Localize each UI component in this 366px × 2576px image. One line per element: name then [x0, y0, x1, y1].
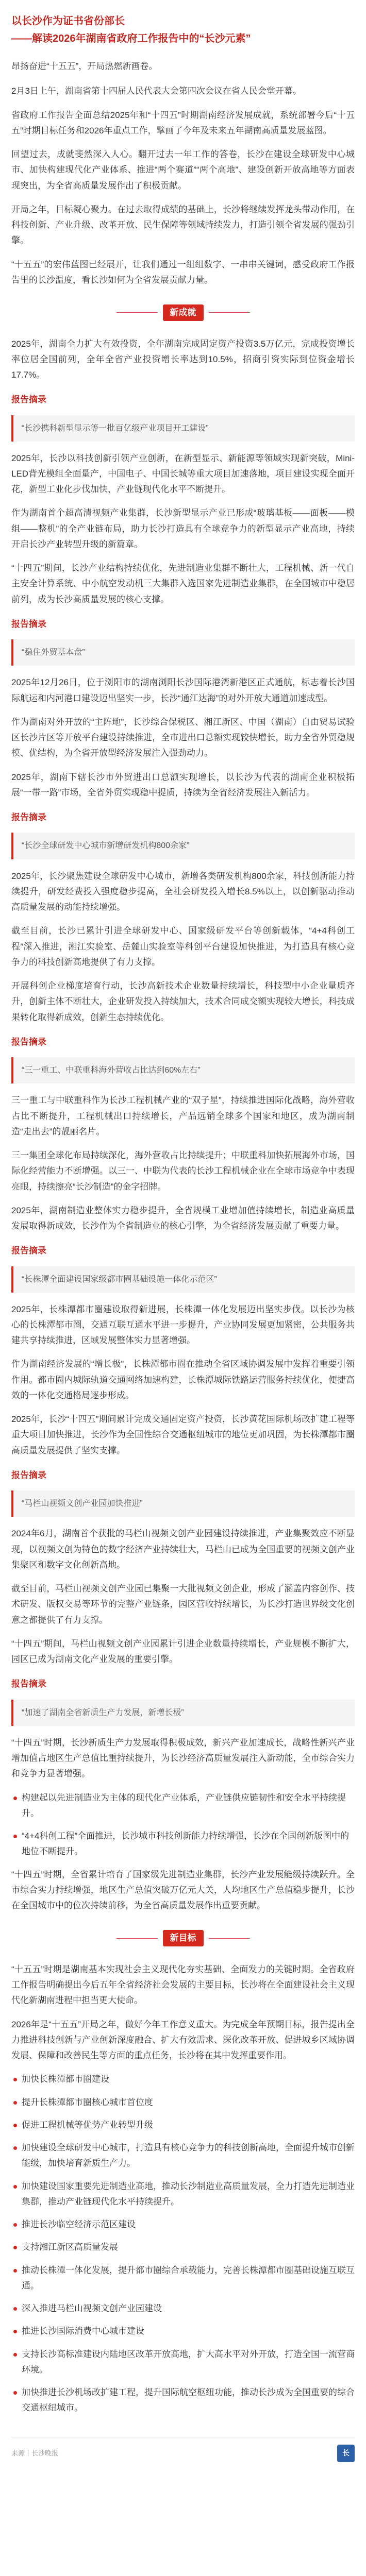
opening-paragraph: 开局之年，目标凝心聚力。在过去取得成绩的基础上，长沙将继续发挥龙头带动作用，在科技创新、产业升级、改革开放、民生保障等领域持续发力，打造引领全省发展的强劲引擎。: [11, 204, 355, 246]
block-paragraph: 2025年，长沙聚焦建设全球研发中心城市，新增各类研发机构800余家，科技创新能力持续提升，研发经费投入强度稳步提高，全社会研发投入增长8.5%以上，以创新驱动推动高质量发展的动能持续增强。: [11, 871, 355, 912]
list-item: 加快推进长沙机场改扩建工程，提升国际航空枢纽功能，推动长沙成为全国重要的综合交通枢纽城市。: [11, 2385, 355, 2416]
report-quote: “稳住外贸基本盘”: [11, 639, 355, 666]
divider: [209, 1938, 250, 1939]
report-block: [11, 1676, 355, 1913]
divider: [209, 312, 250, 313]
source-text: 来源丨长沙晚报: [11, 2449, 59, 2457]
block-paragraph: 开展科创企业梯度培育行动，长沙高新技术企业数量持续增长，科技型中小企业量质齐升，创新主体不断壮大，企业研发投入持续加大，技术合同成交额实现较大增长，科技成果转化取得新成效，创新生态持续优化。: [11, 981, 355, 1022]
block-paragraph: 截至目前，马栏山视频文创产业园已集聚一大批视频文创企业，形成了涵盖内容创作、技术研发、版权交易等环节的完整产业链条，园区营收持续增长，为长沙打造世界级文化创意之都提供了有力支撑。: [11, 1584, 355, 1625]
report-block: [11, 617, 355, 801]
list-item: 提升长株潭都市圈核心城市首位度: [11, 2095, 355, 2110]
report-quote: “长沙携科新型显示等一批百亿级产业项目开工建设”: [11, 415, 355, 442]
opening-paragraph: 省政府工作报告全面总结2025年和“十四五”时期湖南经济发展成就，系统部署今后“十五五”时期目标任务和2026年重点工作，擘画了今年及未来五年湖南高质量发展蓝图。: [11, 110, 355, 135]
report-excerpt-tag: 报告摘录: [11, 1679, 46, 1689]
block-paragraph: 作为湖南对外开放的“主阵地”，长沙综合保税区、湘江新区、中国（湖南）自由贸易试验区长沙片区等开放平台建设持续推进，全市进出口总额实现较快增长，助力全省外贸稳规模、优结构，为全省开放型经济发展注入强劲动力。: [11, 717, 355, 758]
divider: [117, 312, 158, 313]
block-paragraph: “十四五”时期，长沙新质生产力发展取得积极成效，新兴产业加速成长，战略性新兴产业增加值占地区生产总值比重持续提升，为长沙经济高质量发展注入新动能，全市综合实力和竞争力显著增强。: [11, 1737, 355, 1779]
section-label: 新成就: [163, 304, 204, 321]
article-footer: [11, 2437, 355, 2462]
block-paragraph: 截至目前，长沙已累计引进全球研发中心、国家级研发平台等创新载体，“4+4科创工程”深入推进，湘江实验室、岳麓山实验室等科创平台建设加快推进，为打造具有核心竞争力的科技创新高地提供了有力支撑。: [11, 926, 355, 967]
report-excerpt-tag: 报告摘录: [11, 1246, 46, 1256]
block-paragraph: “十四五”期间，马栏山视频文创产业园累计引进企业数量持续增长，产业规模不断扩大，园区已成为湖南文化产业发展的重要引擎。: [11, 1638, 355, 1665]
list-item: 加快长株潭都市圈建设: [11, 2072, 355, 2087]
report-block: [11, 1468, 355, 1667]
report-excerpt-tag: 报告摘录: [11, 395, 46, 405]
list-item: “4+4科创工程”全面推进，长沙城市科技创新能力持续增强，长沙在全国创新版图中的地位不断提升。: [11, 1828, 355, 1860]
list-item: 支持湘江新区高质量发展: [11, 2240, 355, 2255]
block-paragraph: 2025年，长株潭都市圈建设取得新进展，长株潭一体化发展迈出坚实步伐。以长沙为核心的长株潭都市圈，交通互联互通水平进一步提升，产业协同发展更加紧密，公共服务共建共享持续推进，区域发展整体实力显著增强。: [11, 1304, 355, 1346]
section-header-goals: [11, 1930, 355, 1946]
report-excerpt-tag: 报告摘录: [11, 1470, 46, 1480]
report-excerpt-tag: 报告摘录: [11, 619, 46, 629]
opening-paragraph: “十五五”的宏伟蓝图已经展开，让我们通过一组组数字、一串串关键词，感受政府工作报告里的长沙温度，看长沙如何为全省发展贡献力量。: [11, 259, 355, 285]
report-quote: “马栏山视频文创产业园加快推进”: [11, 1490, 355, 1517]
report-quote: “三一重工、中联重科海外营收占比达到60%左右”: [11, 1057, 355, 1083]
report-excerpt-tag: 报告摘录: [11, 812, 46, 823]
block-paragraph: 2025年12月26日，位于浏阳市的湖南浏阳长沙国际港湾新港区正式通航，标志着长沙国际航运和内河港口建设迈出坚实一步，长沙“通江达海”的对外开放大通道加速成型。: [11, 677, 355, 703]
section-paragraph: “十五五”时期是湖南基本实现社会主义现代化夯实基础、全面发力的关键时期。全省政府工作报告明确提出今后五年全省经济社会发展的主要目标，长沙将在全面建设社会主义现代化新湖南进程中担当更大使命。: [11, 1964, 355, 2006]
report-block: [11, 392, 355, 607]
report-block: [11, 1243, 355, 1459]
list-item: 推进长沙国际消费中心城市建设: [11, 2324, 355, 2339]
brand-logo-icon: 长: [337, 2445, 355, 2462]
block-paragraph: 作为湖南首个超高清视频产业集群，长沙新型显示产业已形成“玻璃基板——面板——模组——整机”的全产业链布局，助力长沙打造具有全球竞争力的新型显示产业高地，持续开启长沙产业转型升级的新篇章。: [11, 508, 355, 549]
opening-paragraph: 2月3日上午，湖南省第十四届人民代表大会第四次会议在省人民会堂开幕。: [11, 86, 302, 96]
list-item: 深入推进马栏山视频文创产业园建设: [11, 2301, 355, 2316]
opening-paragraph: 回望过去，成就斐然深入人心。翻开过去一年工作的答卷，长沙在建设全球研发中心城市、加快构建现代化产业体系、推进“两个赛道”“两个高地”、建设创新开放高地等方面表现突出，为全省高质量发展作出了积极贡献。: [11, 149, 355, 191]
report-excerpt-tag: 报告摘录: [11, 1037, 46, 1047]
article-subtitle: ——解读2026年湖南省政府工作报告中的“长沙元素”: [11, 33, 251, 44]
list-item: 推进长沙临空经济示范区建设: [11, 2217, 355, 2232]
block-paragraph: 作为湖南经济发展的“增长极”，长株潭都市圈在推动全省区域协调发展中发挥着重要引领作用。都市圈内城际轨道交通网络加速构建，长株潭城际铁路运营服务持续优化，便捷高效的一体化交通格局逐步形成。: [11, 1359, 355, 1400]
block-paragraph: 2025年，湖南下辖长沙市外贸进出口总额实现增长，以长沙为代表的湖南企业积极拓展“一带一路”市场，全省外贸实现稳中提质，持续为全省经济发展注入新活力。: [11, 772, 355, 798]
list-item: 支持长沙高标准建设内陆地区改革开放高地，扩大高水平对外开放，打造全国一流营商环境。: [11, 2347, 355, 2378]
list-item: 推动长株潭一体化发展，提升都市圈综合承载能力，完善长株潭都市圈基础设施互联互通。: [11, 2263, 355, 2294]
block-paragraph: 三一重工与中联重科作为长沙工程机械产业的“双子星”，持续推进国际化战略，海外营收占比不断提升，工程机械出口持续增长，产品远销全球多个国家和地区，成为湖南制造“走出去”的靓丽名片。: [11, 1095, 355, 1137]
goals-list: [11, 2072, 355, 2416]
report-block: [11, 1035, 355, 1234]
opening-section: [11, 83, 355, 288]
section-label: 新目标: [163, 1930, 204, 1946]
block-paragraph: 2024年6月，湖南首个获批的马栏山视频文创产业园建设持续推进，产业集聚效应不断显现，以视频文创为特色的数字经济产业持续壮大，马栏山已成为全国重要的视频文创产业集聚区和数字文化创新高地。: [11, 1529, 355, 1570]
block-paragraph: 2025年，长沙以科技创新引领产业创新，在新型显示、新能源等领域实现新突破，Mini-LED背光模组全面量产，中国电子、中国长城等重大项目加速落地，项目建设实现全面开花，新型工业化步伐加快，产业链现代化水平不断提升。: [11, 453, 355, 495]
report-block: [11, 810, 355, 1025]
report-quote: “加速了湖南全省新质生产力发展，新增长极”: [11, 1700, 355, 1726]
block-paragraph: “十四五”时期，全省累计培育了国家级先进制造业集群，长沙产业发展能级持续跃升。全市综合实力持续增强，地区生产总值突破万亿元大关，人均地区生产总值稳步提升，长沙在全国城市中的位次持续前移，为全省高质量发展作出重要贡献。: [11, 1869, 355, 1911]
block-paragraph: “十四五”期间，长沙产业结构持续优化，先进制造业集群不断壮大，工程机械、新一代自主安全计算系统、中小航空发动机三大集群入选国家先进制造业集群，在全国城市中稳居前列，成为长沙高质量发展的核心支撑。: [11, 563, 355, 604]
divider: [117, 1938, 158, 1939]
list-item: 构建起以先进制造业为主体的现代化产业体系，产业链供应链韧性和安全水平持续提升。: [11, 1790, 355, 1822]
block-paragraph: 2025年，湖南制造业整体实力稳步提升，全省规模工业增加值持续增长，制造业高质量发展取得新成效，长沙作为全省制造业的核心引擎，为全省经济发展贡献了重要力量。: [11, 1205, 355, 1231]
block-paragraph: 三一集团全球化布局持续深化，海外营收占比持续提升；中联重科加快拓展海外市场，国际化经营能力不断增强。以三一、中联为代表的长沙工程机械企业在全球市场竞争中表现亮眼，持续擦亮“长沙制造”的金字招牌。: [11, 1150, 355, 1192]
section-paragraph: 2026年是“十五五”开局之年，做好今年工作意义重大。为完成全年预期目标，报告提出全力推进科技创新与产业创新深度融合、扩大有效需求、深化改革开放、促进城乡区域协调发展、保障和改善民生等方面的重点任务，长沙将在其中发挥重要作用。: [11, 2019, 355, 2061]
report-quote: “长株潭全面建设国家级都市圈基础设施一体化示范区”: [11, 1266, 355, 1293]
section-header-achievements: [11, 304, 355, 321]
section-paragraph: 2025年，湖南全力扩大有效投资，全年湖南完成固定资产投资3.5万亿元，完成投资增长率位居全国前列，全年全省产业投资增长率达到10.5%，招商引资实际到位资金增长17.7%。: [11, 338, 355, 380]
article-title: 以长沙作为证书省份部长: [11, 15, 125, 27]
list-item: 促进工程机械等优势产业转型升级: [11, 2117, 355, 2133]
list-item: 加快建设全球研发中心城市，打造具有核心竞争力的科技创新高地，全面提升城市创新能级，加快培育新质生产力。: [11, 2140, 355, 2172]
block-paragraph: 2025年，长沙“十四五”期间累计完成交通固定资产投资，长沙黄花国际机场改扩建工程等重大项目加快推进，长沙作为全国性综合交通枢纽城市的地位更加巩固，为长株潭都市圈高质量发展提供了坚实支撑。: [11, 1414, 355, 1455]
report-quote: “长沙全球研发中心城市新增研发机构800余家”: [11, 833, 355, 859]
list-item: 加快建设国家重要先进制造业高地，推动长沙制造业高质量发展，全力打造先进制造业集群，推动产业链现代化水平持续提升。: [11, 2179, 355, 2210]
intro-text: 昂扬奋进“十五五”，开局热燃新画卷。: [11, 61, 158, 71]
